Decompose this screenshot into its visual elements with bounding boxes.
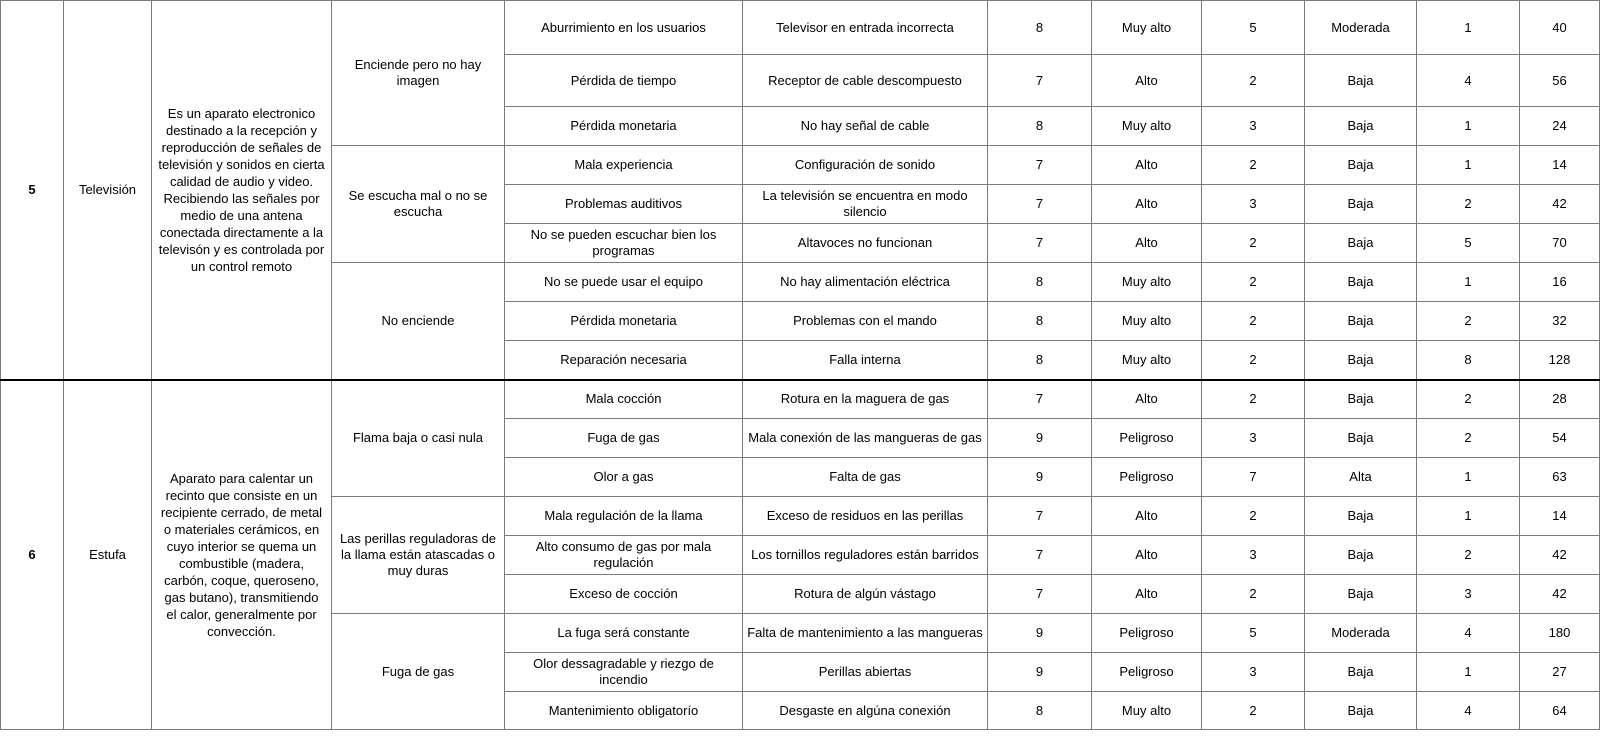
npr-value: 42 <box>1520 185 1600 224</box>
occurrence-label: Baja <box>1305 146 1417 185</box>
failure-effect: Mala experiencia <box>505 146 743 185</box>
npr-value: 14 <box>1520 497 1600 536</box>
npr-value: 16 <box>1520 263 1600 302</box>
npr-value: 128 <box>1520 341 1600 380</box>
failure-cause: No hay alimentación eléctrica <box>743 263 988 302</box>
occurrence-value: 2 <box>1202 55 1305 107</box>
severity-label: Muy alto <box>1092 692 1202 730</box>
failure-cause: Falta de gas <box>743 458 988 497</box>
detection-value: 4 <box>1417 692 1520 730</box>
severity-label: Alto <box>1092 575 1202 614</box>
occurrence-value: 2 <box>1202 692 1305 730</box>
failure-cause: No hay señal de cable <box>743 107 988 146</box>
occurrence-value: 2 <box>1202 224 1305 263</box>
severity-label: Alto <box>1092 380 1202 419</box>
failure-effect: Problemas auditivos <box>505 185 743 224</box>
occurrence-value: 2 <box>1202 302 1305 341</box>
severity-label: Muy alto <box>1092 302 1202 341</box>
severity-label: Alto <box>1092 497 1202 536</box>
failure-effect: Olor a gas <box>505 458 743 497</box>
occurrence-label: Baja <box>1305 575 1417 614</box>
occurrence-label: Baja <box>1305 653 1417 692</box>
severity-value: 7 <box>988 55 1092 107</box>
detection-value: 4 <box>1417 55 1520 107</box>
detection-value: 4 <box>1417 614 1520 653</box>
npr-value: 42 <box>1520 575 1600 614</box>
failure-cause: Receptor de cable descompuesto <box>743 55 988 107</box>
severity-value: 7 <box>988 146 1092 185</box>
occurrence-label: Baja <box>1305 224 1417 263</box>
failure-cause: Perillas abiertas <box>743 653 988 692</box>
table-body <box>1 1 1600 730</box>
occurrence-value: 3 <box>1202 536 1305 575</box>
severity-value: 7 <box>988 536 1092 575</box>
occurrence-value: 5 <box>1202 1 1305 55</box>
failure-cause: Falta de mantenimiento a las mangueras <box>743 614 988 653</box>
severity-value: 9 <box>988 458 1092 497</box>
table-row <box>1 1 1600 55</box>
failure-effect: Pérdida de tiempo <box>505 55 743 107</box>
failure-cause: Altavoces no funcionan <box>743 224 988 263</box>
severity-label: Alto <box>1092 55 1202 107</box>
npr-value: 42 <box>1520 536 1600 575</box>
severity-label: Peligroso <box>1092 419 1202 458</box>
occurrence-label: Baja <box>1305 536 1417 575</box>
failure-mode: Se escucha mal o no se escucha <box>332 146 505 263</box>
detection-value: 2 <box>1417 536 1520 575</box>
detection-value: 5 <box>1417 224 1520 263</box>
failure-effect: Aburrimiento en los usuarios <box>505 1 743 55</box>
occurrence-label: Baja <box>1305 107 1417 146</box>
severity-label: Peligroso <box>1092 458 1202 497</box>
severity-label: Alto <box>1092 185 1202 224</box>
severity-value: 9 <box>988 653 1092 692</box>
failure-mode: No enciende <box>332 263 505 380</box>
severity-label: Peligroso <box>1092 614 1202 653</box>
occurrence-label: Baja <box>1305 302 1417 341</box>
npr-value: 180 <box>1520 614 1600 653</box>
table-row <box>1 380 1600 419</box>
severity-label: Alto <box>1092 146 1202 185</box>
failure-cause: Los tornillos reguladores están barridos <box>743 536 988 575</box>
severity-label: Alto <box>1092 224 1202 263</box>
detection-value: 1 <box>1417 497 1520 536</box>
occurrence-label: Baja <box>1305 380 1417 419</box>
failure-effect: No se pueden escuchar bien los programas <box>505 224 743 263</box>
failure-effect: Mala cocción <box>505 380 743 419</box>
npr-value: 40 <box>1520 1 1600 55</box>
severity-value: 8 <box>988 107 1092 146</box>
npr-value: 56 <box>1520 55 1600 107</box>
severity-value: 7 <box>988 224 1092 263</box>
detection-value: 8 <box>1417 341 1520 380</box>
severity-value: 8 <box>988 1 1092 55</box>
failure-mode: Las perillas reguladoras de la llama están atascadas o muy duras <box>332 497 505 614</box>
occurrence-label: Moderada <box>1305 614 1417 653</box>
occurrence-value: 3 <box>1202 185 1305 224</box>
occurrence-value: 7 <box>1202 458 1305 497</box>
npr-value: 54 <box>1520 419 1600 458</box>
occurrence-value: 3 <box>1202 419 1305 458</box>
severity-value: 8 <box>988 692 1092 730</box>
detection-value: 2 <box>1417 380 1520 419</box>
failure-mode: Fuga de gas <box>332 614 505 730</box>
severity-value: 9 <box>988 419 1092 458</box>
failure-effect: No se puede usar el equipo <box>505 263 743 302</box>
npr-value: 64 <box>1520 692 1600 730</box>
item-description: Aparato para calentar un recinto que consiste en un recipiente cerrado, de metal o materiales cerámicos, en cuyo interior se quema un combustible (madera, carbón, coque, queroseno, gas butano), transmitiendo el calor, generalmente por convección. <box>152 380 332 730</box>
severity-value: 7 <box>988 380 1092 419</box>
detection-value: 1 <box>1417 146 1520 185</box>
npr-value: 70 <box>1520 224 1600 263</box>
item-description: Es un aparato electronico destinado a la recepción y reproducción de señales de televisión y sonidos en cierta calidad de audio y video. Recibiendo las señales por medio de una antena conectada directamente a la televisón y es controlada por un control remoto <box>152 1 332 380</box>
occurrence-label: Baja <box>1305 497 1417 536</box>
occurrence-value: 3 <box>1202 107 1305 146</box>
failure-cause: Configuración de sonido <box>743 146 988 185</box>
failure-cause: Problemas con el mando <box>743 302 988 341</box>
failure-cause: Rotura de algún vástago <box>743 575 988 614</box>
occurrence-label: Baja <box>1305 185 1417 224</box>
severity-value: 9 <box>988 614 1092 653</box>
detection-value: 2 <box>1417 419 1520 458</box>
occurrence-label: Baja <box>1305 692 1417 730</box>
npr-value: 24 <box>1520 107 1600 146</box>
detection-value: 2 <box>1417 302 1520 341</box>
failure-effect: Exceso de cocción <box>505 575 743 614</box>
npr-value: 32 <box>1520 302 1600 341</box>
occurrence-value: 2 <box>1202 575 1305 614</box>
severity-value: 8 <box>988 341 1092 380</box>
failure-cause: Exceso de residuos en las perillas <box>743 497 988 536</box>
severity-value: 7 <box>988 497 1092 536</box>
failure-effect: Alto consumo de gas por mala regulación <box>505 536 743 575</box>
severity-value: 8 <box>988 263 1092 302</box>
occurrence-label: Baja <box>1305 55 1417 107</box>
failure-cause: Mala conexión de las mangueras de gas <box>743 419 988 458</box>
item-number: 5 <box>1 1 64 380</box>
severity-label: Peligroso <box>1092 653 1202 692</box>
failure-cause: La televisión se encuentra en modo silencio <box>743 185 988 224</box>
failure-effect: Mantenimiento obligatorío <box>505 692 743 730</box>
failure-cause: Desgaste en algúna conexión <box>743 692 988 730</box>
occurrence-value: 2 <box>1202 380 1305 419</box>
failure-effect: Reparación necesaria <box>505 341 743 380</box>
severity-label: Muy alto <box>1092 107 1202 146</box>
failure-effect: Fuga de gas <box>505 419 743 458</box>
detection-value: 1 <box>1417 458 1520 497</box>
npr-value: 63 <box>1520 458 1600 497</box>
failure-cause: Televisor en entrada incorrecta <box>743 1 988 55</box>
severity-label: Muy alto <box>1092 341 1202 380</box>
severity-label: Alto <box>1092 536 1202 575</box>
failure-effect: Pérdida monetaria <box>505 302 743 341</box>
failure-cause: Falla interna <box>743 341 988 380</box>
occurrence-label: Baja <box>1305 419 1417 458</box>
occurrence-label: Moderada <box>1305 1 1417 55</box>
severity-value: 7 <box>988 185 1092 224</box>
failure-mode: Flama baja o casi nula <box>332 380 505 497</box>
occurrence-value: 2 <box>1202 263 1305 302</box>
occurrence-value: 5 <box>1202 614 1305 653</box>
detection-value: 2 <box>1417 185 1520 224</box>
detection-value: 1 <box>1417 1 1520 55</box>
npr-value: 28 <box>1520 380 1600 419</box>
item-number: 6 <box>1 380 64 730</box>
detection-value: 1 <box>1417 263 1520 302</box>
severity-label: Muy alto <box>1092 263 1202 302</box>
occurrence-label: Baja <box>1305 341 1417 380</box>
occurrence-value: 3 <box>1202 653 1305 692</box>
severity-label: Muy alto <box>1092 1 1202 55</box>
failure-effect: La fuga será constante <box>505 614 743 653</box>
npr-value: 14 <box>1520 146 1600 185</box>
severity-value: 7 <box>988 575 1092 614</box>
failure-cause: Rotura en la maguera de gas <box>743 380 988 419</box>
npr-value: 27 <box>1520 653 1600 692</box>
occurrence-value: 2 <box>1202 341 1305 380</box>
detection-value: 3 <box>1417 575 1520 614</box>
item-name: Televisión <box>64 1 152 380</box>
item-name: Estufa <box>64 380 152 730</box>
failure-effect: Pérdida monetaria <box>505 107 743 146</box>
failure-effect: Mala regulación de la llama <box>505 497 743 536</box>
severity-value: 8 <box>988 302 1092 341</box>
occurrence-value: 2 <box>1202 497 1305 536</box>
detection-value: 1 <box>1417 107 1520 146</box>
occurrence-label: Alta <box>1305 458 1417 497</box>
occurrence-label: Baja <box>1305 263 1417 302</box>
failure-effect: Olor dessagradable y riezgo de incendio <box>505 653 743 692</box>
detection-value: 1 <box>1417 653 1520 692</box>
occurrence-value: 2 <box>1202 146 1305 185</box>
failure-mode: Enciende pero no hay imagen <box>332 1 505 146</box>
